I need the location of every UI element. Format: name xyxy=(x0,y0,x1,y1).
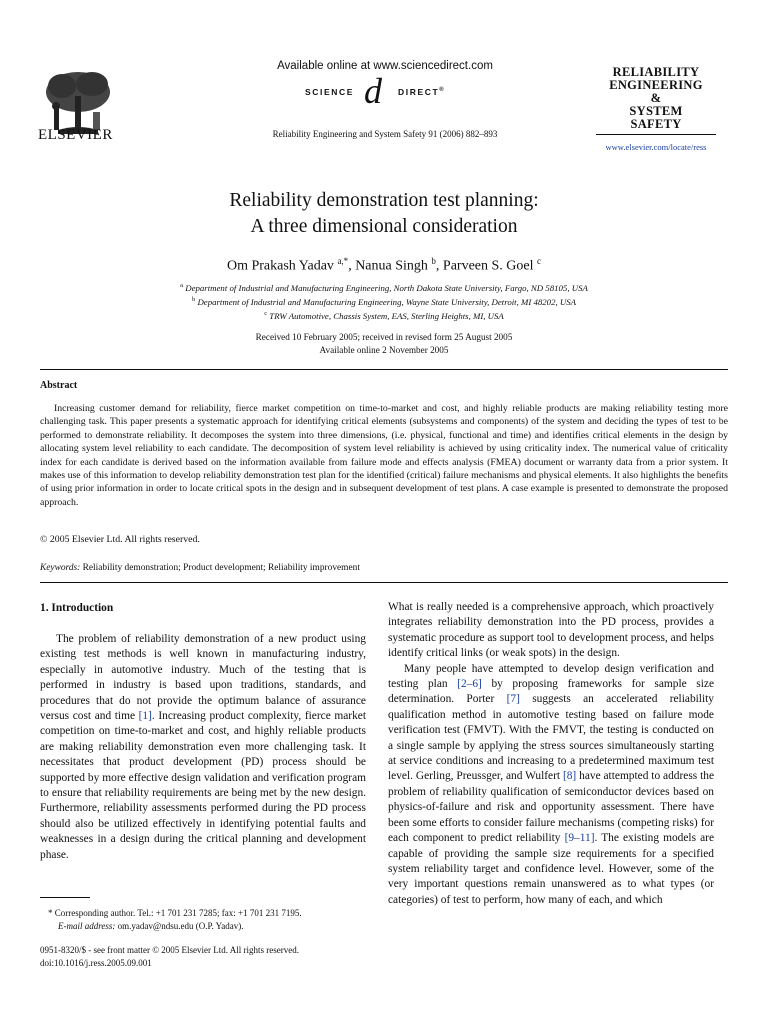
journal-title-block xyxy=(596,66,716,131)
author-name[interactable]: Nanua Singh xyxy=(355,258,428,274)
registered-mark: ® xyxy=(439,87,446,94)
journal-url-link[interactable]: www.elsevier.com/locate/ress xyxy=(605,142,707,152)
text-run: . The existing models are capable of providing the sample size requirements for a specified system reliability target and confidence level. However, some of the very important questions remain unanswered as to what types (or categories) of test to perform, how many of each, and which xyxy=(388,832,714,906)
abstract-paragraph: Increasing customer demand for reliability, fierce market competition on time-to-market and cost, and highly reliable products are making reliability testing more challenging task. This paper presents a systematic approach for identifying critical elements (subsystems and components) of the system and deciding the types of test to be performed to demonstrate reliability. It decomposes the system into three dimensions, (i.e. physical, functional and time) and identifies critical elements in the design by allocating system level reliability to each candidate. The decomposition of system level reliability is achieved by using criticality index. The numerical value of criticality index for each candidate is derived based on the information available from failure mode and effects analysis (FMEA) document or warranty data from a prior system. It makes use of this information to develop reliability demonstration test plan for the identified (critical) failure mechanisms and physical elements. It also highlights the benefits of using prior information in order to locate critical spots in the design and in subsequent development of test plans. A case example is presented to demonstrate the proposed approach. xyxy=(40,403,728,508)
journal-title-line: SAFETY xyxy=(630,117,682,131)
doi-link[interactable]: doi:10.1016/j.ress.2005.09.001 xyxy=(40,958,152,968)
front-matter-note: 0951-8320/$ - see front matter © 2005 Elsevier Ltd. All rights reserved. xyxy=(40,945,300,955)
left-column xyxy=(40,632,366,863)
keywords-label: Keywords: xyxy=(40,563,81,573)
affiliation-mark: b xyxy=(192,296,196,303)
received-dates: Received 10 February 2005; received in revised form 25 August 2005 xyxy=(255,332,513,342)
abstract-copyright: © 2005 Elsevier Ltd. All rights reserved. xyxy=(40,534,200,545)
section-heading: 1. Introduction xyxy=(40,602,114,614)
text-run: suggests an accelerated reliability qualification method in automotive testing based on failure mode verification test (FMVT). With the FMVT, the testing is conducted on a single sample by applying the stress sources simultaneously starting at service conditions and increasing to a predetermined maximum test level. Gerling, Preussger, and Wulfert xyxy=(388,693,714,783)
citation-link[interactable]: [2–6] xyxy=(457,678,482,691)
footnote-rule xyxy=(40,897,90,898)
intro-paragraph-1 xyxy=(40,632,366,863)
text-run: . Increasing product complexity, fierce market competition on time-to-market and cost, and highly reliable products are making reliability demonstration even more challenging task. It necessitates that product development (PD) process should be supported by more effective design validation and verification program to ensure that reliability requirements are being met by the new design. Furthermore, reliability assessments performed during the PD process should also be utilized effectively in identifying potential faults and weaknesses in a design during the critical planning and development phase. xyxy=(40,710,366,861)
author-affil-mark[interactable]: c xyxy=(537,256,541,266)
affiliation xyxy=(80,310,688,321)
intro-paragraph-2: What is really needed is a comprehensive approach, which proactively integrates reliability demonstration into the PD process, provides a systematic procedure as support tool to development process, and helps identify critical links (or weak spots) in the design. xyxy=(388,601,714,660)
affiliation-mark: c xyxy=(264,310,268,317)
online-date: Available online 2 November 2005 xyxy=(319,345,449,355)
keywords-list: Reliability demonstration; Product development; Reliability improvement xyxy=(82,563,360,573)
right-column xyxy=(388,600,714,908)
corresponding-author-note: * Corresponding author. Tel.: +1 701 231 7285; fax: +1 701 231 7195. xyxy=(48,908,302,918)
citation-link[interactable]: [1] xyxy=(138,710,152,723)
citation-link[interactable]: [7] xyxy=(506,693,520,706)
available-online-text: Available online at www.sciencedirect.com xyxy=(277,60,493,72)
affiliation xyxy=(80,296,688,307)
title-line-1: Reliability demonstration test planning: xyxy=(229,190,539,211)
sciencedirect-logo-right xyxy=(398,87,445,97)
text-run: The problem of reliability demonstration of a new product using existing test methods is well known in manufacturing industry, especially in automotive industry. Much of the testing that is performed in industry is based upon traditions, standards, and procedures that do not provide the optimum balance of assurance versus cost and time xyxy=(40,633,366,723)
author-name[interactable]: Om Prakash Yadav xyxy=(226,258,334,274)
title-line-2: A three dimensional consideration xyxy=(250,216,518,237)
affiliation xyxy=(80,282,688,293)
text-run: by proposing frameworks for sample size determination. Porter xyxy=(388,678,714,706)
abstract-heading: Abstract xyxy=(40,380,78,391)
email-label: E-mail address: xyxy=(58,921,116,931)
keywords xyxy=(40,563,360,573)
citation-link[interactable]: [9–11] xyxy=(564,832,595,845)
text-run: have attempted to address the problem of reliability qualification of semiconductor devices based on physics-of-failure and risk and opportunity assessment. There have been some efforts to consider failure mechanisms (competing risks) for each component to predict reliability xyxy=(388,770,715,845)
journal-title-line: & xyxy=(650,91,662,105)
affiliation-text: TRW Automotive, Chassis System, EAS, Sterling Heights, MI, USA xyxy=(269,310,504,321)
sciencedirect-at-mark: d xyxy=(364,71,382,111)
citation-link[interactable]: [8] xyxy=(562,770,577,783)
email-address[interactable]: om.yadav@ndsu.edu (O.P. Yadav). xyxy=(115,921,244,931)
author-affil-mark[interactable]: b xyxy=(431,256,436,266)
journal-reference: Reliability Engineering and System Safety 91 (2006) 882–893 xyxy=(272,129,498,139)
author-separator: , xyxy=(348,258,356,274)
author-name[interactable]: Parveen S. Goel xyxy=(442,258,534,274)
abstract-text xyxy=(40,402,728,509)
affiliation-text: Department of Industrial and Manufacturing Engineering, North Dakota State University, Fargo, ND 58105, USA xyxy=(185,282,588,293)
author-list xyxy=(80,256,688,275)
author-affil-mark[interactable]: a,* xyxy=(337,256,349,266)
affiliation-mark: a xyxy=(180,282,184,289)
author-separator: , xyxy=(435,258,443,274)
sciencedirect-logo-right-text: DIRECT xyxy=(398,87,440,97)
header-rule xyxy=(40,369,728,370)
affiliation-text: Department of Industrial and Manufacturing Engineering, Wayne State University, Detroit, MI 48202, USA xyxy=(197,296,576,307)
journal-title-line: SYSTEM xyxy=(629,104,683,118)
email-note xyxy=(40,920,388,932)
abstract-rule xyxy=(40,582,728,583)
sciencedirect-logo-left: SCIENCE xyxy=(305,87,354,97)
article-title xyxy=(80,188,688,240)
journal-title-divider xyxy=(596,134,716,135)
journal-title-line: RELIABILITY xyxy=(612,65,700,79)
journal-title-line: ENGINEERING xyxy=(609,78,703,92)
text-run: Many people have attempted to develop design verification and testing plan xyxy=(388,662,714,691)
publisher-name: ELSEVIER xyxy=(38,127,113,143)
intro-paragraph-3 xyxy=(388,662,714,909)
